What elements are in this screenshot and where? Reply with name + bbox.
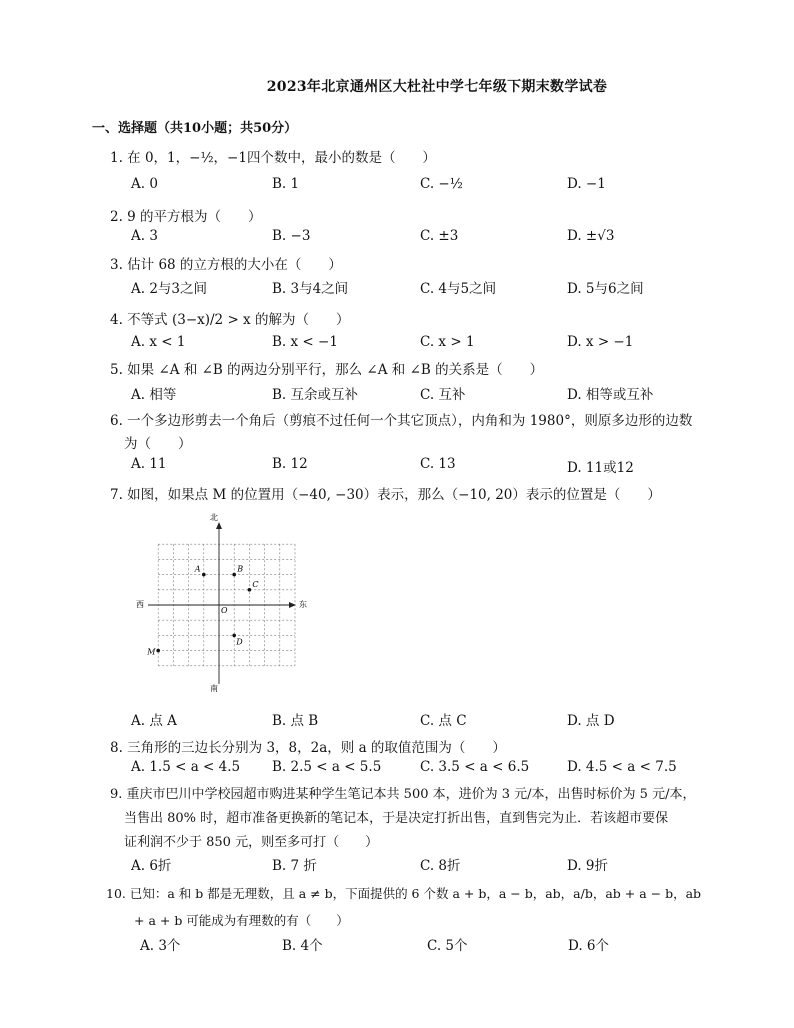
q7-option-c: C. 点 C xyxy=(420,713,467,729)
point-label-c: C xyxy=(252,579,259,589)
q8-option-c: C. 3.5 < a < 6.5 xyxy=(420,759,530,775)
q1-option-b: B. 1 xyxy=(272,176,300,192)
q3-option-c: C. 4与5之间 xyxy=(420,281,497,297)
origin-label: O xyxy=(221,606,228,615)
q6-option-b: B. 12 xyxy=(272,456,308,472)
point-c xyxy=(248,588,252,592)
point-label-b: B xyxy=(237,564,244,574)
q7-option-a: A. 点 A xyxy=(131,713,177,729)
point-b xyxy=(232,573,236,577)
q9-option-b: B. 7 折 xyxy=(272,858,317,874)
q8-option-b: B. 2.5 < a < 5.5 xyxy=(272,759,382,775)
q6-option-c: C. 13 xyxy=(420,456,456,472)
q3-option-b: B. 3与4之间 xyxy=(272,281,349,297)
question-4: 4. 不等式 (3−x)/2 > x 的解为（ ） xyxy=(110,312,350,328)
east-arrow-icon xyxy=(289,602,296,608)
west-label: 西 xyxy=(136,600,144,609)
q10-option-a: A. 3个 xyxy=(140,938,181,954)
south-label: 南 xyxy=(210,684,218,693)
q4-option-c: C. x > 1 xyxy=(420,334,475,350)
q6-option-d: D. 11或12 xyxy=(567,460,634,476)
question-3: 3. 估计 68 的立方根的大小在（ ） xyxy=(110,257,342,273)
point-label-d: D xyxy=(236,637,243,647)
point-m xyxy=(156,649,160,653)
point-a xyxy=(202,573,206,577)
question-7: 7. 如图，如果点 M 的位置用（−40, −30）表示，那么（−10, 20）表示的位置是（ ） xyxy=(110,487,661,503)
q1-option-a: A. 0 xyxy=(131,176,158,192)
q10-option-d: D. 6个 xyxy=(568,938,610,954)
q3-option-a: A. 2与3之间 xyxy=(131,281,208,297)
q2-option-c: C. ±3 xyxy=(420,228,459,244)
axes xyxy=(148,522,296,684)
coordinate-grid-figure xyxy=(134,508,314,696)
q7-option-d: D. 点 D xyxy=(567,713,615,729)
q10-option-b: B. 4个 xyxy=(282,938,323,954)
question-2: 2. 9 的平方根为（ ） xyxy=(110,209,262,225)
q10-option-c: C. 5个 xyxy=(427,938,468,954)
q5-option-c: C. 互补 xyxy=(420,387,466,403)
q3-option-d: D. 5与6之间 xyxy=(567,281,644,297)
q1-option-d: D. −1 xyxy=(567,176,606,192)
question-10: 10. 已知：a 和 b 都是无理数，且 a ≠ b，下面提供的 6 个数 a + b，a − b，ab，a/b，ab + a − b，ab xyxy=(106,886,702,901)
question-6-line-2: 为（ ） xyxy=(124,436,192,452)
q8-option-a: A. 1.5 < a < 4.5 xyxy=(131,759,241,775)
q1-option-c: C. −½ xyxy=(420,176,463,192)
q5-option-b: B. 互余或互补 xyxy=(272,387,359,403)
q2-option-b: B. −3 xyxy=(272,228,311,244)
question-9: 9. 重庆市巴川中学校园超市购进某种学生笔记本共 500 本，进价为 3 元/本，出售时标价为 5 元/本， xyxy=(110,787,696,802)
page-title: 2023年北京通州区大杜社中学七年级下期末数学试卷 xyxy=(266,79,608,95)
q5-option-d: D. 相等或互补 xyxy=(567,387,654,403)
q4-option-d: D. x > −1 xyxy=(567,334,634,350)
q9-option-d: D. 9折 xyxy=(567,858,609,874)
question-9-line-3: 证利润不少于 850 元，则至多可打（ ） xyxy=(124,835,379,850)
q9-option-c: C. 8折 xyxy=(420,858,461,874)
point-label-a: A xyxy=(194,564,201,574)
q2-option-d: D. ±√3 xyxy=(567,228,615,244)
question-5: 5. 如果 ∠A 和 ∠B 的两边分别平行，那么 ∠A 和 ∠B 的关系是（ ） xyxy=(110,362,544,378)
q5-option-a: A. 相等 xyxy=(131,387,177,403)
q4-option-a: A. x < 1 xyxy=(131,334,186,350)
grid-points xyxy=(146,565,258,657)
q4-option-b: B. x < −1 xyxy=(272,334,338,350)
q6-option-a: A. 11 xyxy=(131,456,167,472)
north-label: 北 xyxy=(210,513,218,522)
q2-option-a: A. 3 xyxy=(131,228,158,244)
north-arrow-icon xyxy=(216,522,222,529)
section-heading: 一、选择题（共10小题；共50分） xyxy=(92,121,298,136)
question-8: 8. 三角形的三边长分别为 3，8，2a，则 a 的取值范围为（ ） xyxy=(110,740,506,756)
question-6: 6. 一个多边形剪去一个角后（剪痕不过任何一个其它顶点），内角和为 1980°，则原多边形的边数 xyxy=(110,413,693,429)
q7-option-b: B. 点 B xyxy=(272,713,319,729)
q8-option-d: D. 4.5 < a < 7.5 xyxy=(567,759,677,775)
question-10-line-2: + a + b 可能成为有理数的有（ ） xyxy=(134,913,349,928)
question-9-line-2: 当售出 80% 时，超市准备更换新的笔记本，于是决定打折出售，直到售完为止．若该超市要保 xyxy=(124,811,669,826)
point-label-m: M xyxy=(147,647,156,657)
east-label: 东 xyxy=(299,600,307,609)
q9-option-a: A. 6折 xyxy=(131,858,172,874)
question-1: 1. 在 0，1，−½，−1四个数中，最小的数是（ ） xyxy=(110,150,436,166)
